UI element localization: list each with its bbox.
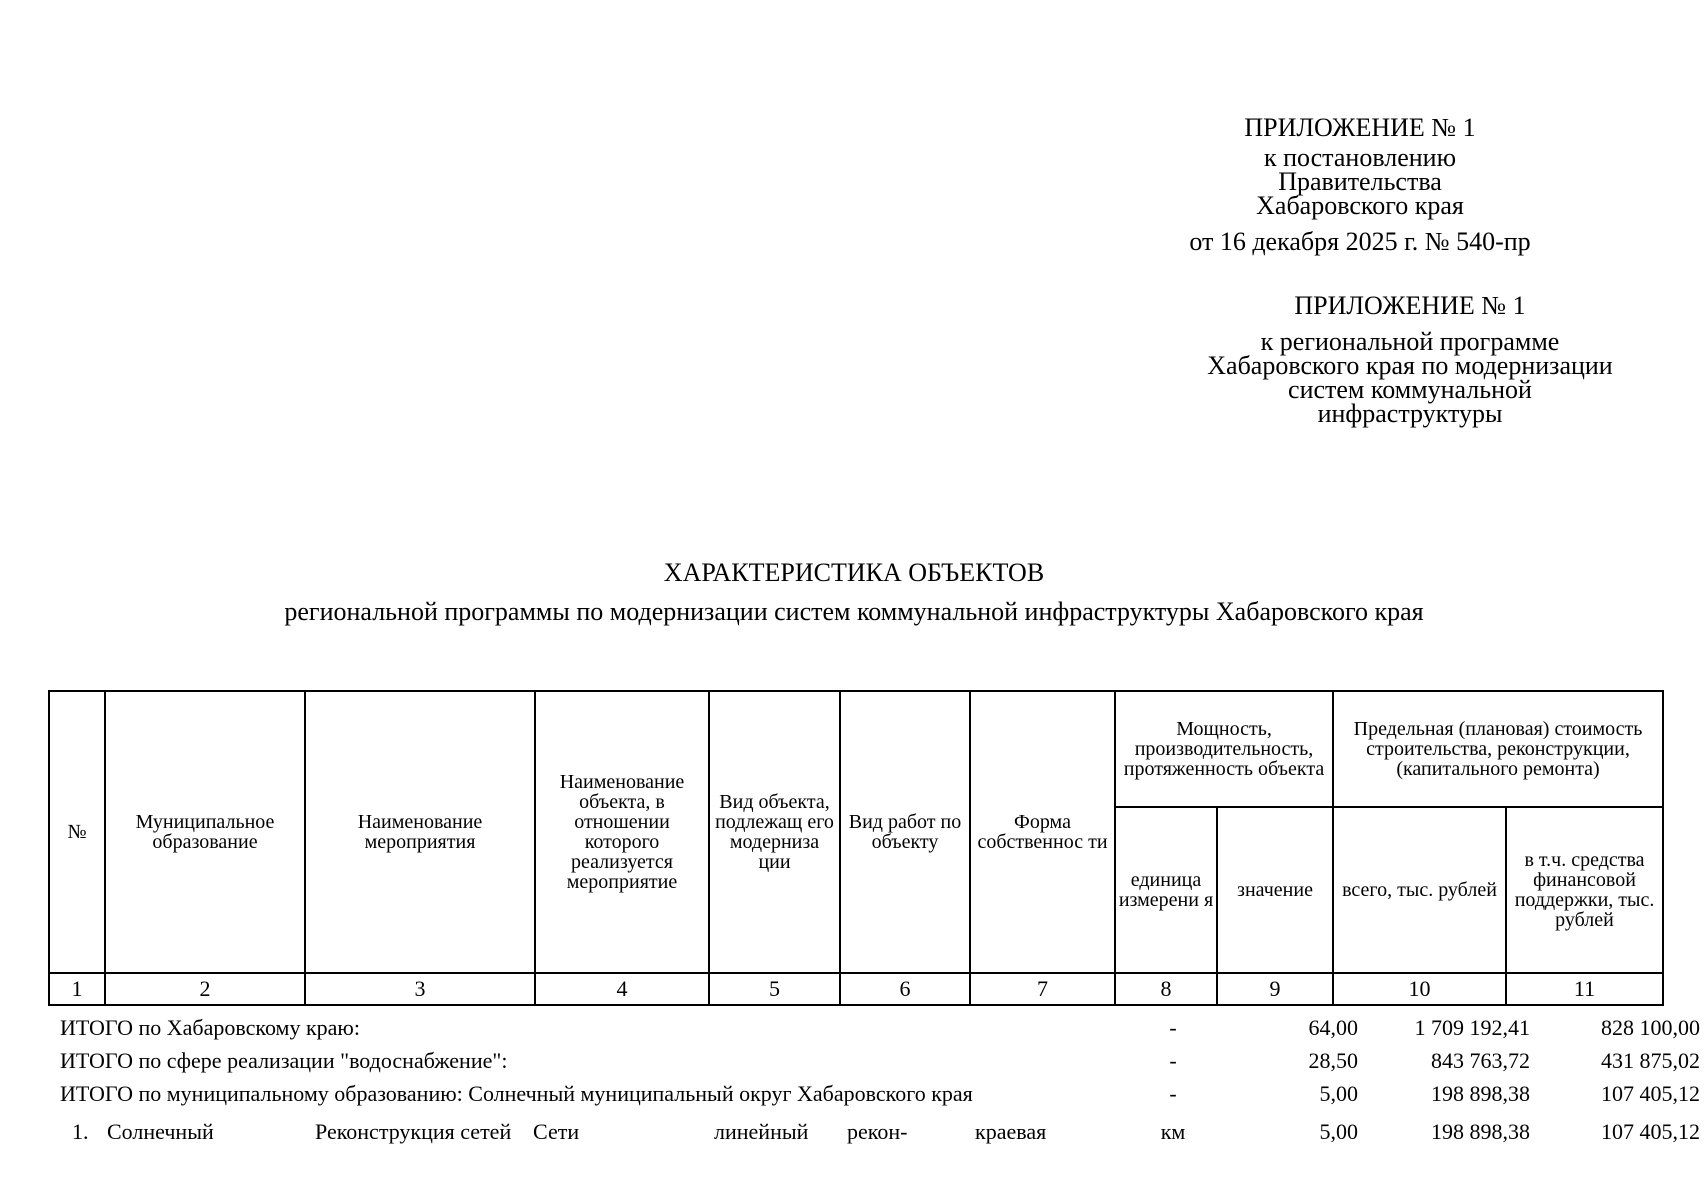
row-municipality: Солнечный <box>107 1119 214 1144</box>
row-support: 107 405,12 <box>1601 1119 1700 1144</box>
summary-label: ИТОГО по муниципальному образованию: Солнечный муниципальный округ Хабаровского края <box>60 1081 973 1106</box>
column-number: 2 <box>105 973 305 1005</box>
summary-total: 198 898,38 <box>1431 1081 1530 1106</box>
appendix-decree-line1: к постановлению <box>1263 143 1457 172</box>
appendix-program-line4: инфраструктуры <box>1317 399 1503 428</box>
row-unit: км <box>1160 1119 1186 1144</box>
summary-unit: - <box>1169 1081 1177 1106</box>
header-event: Наименование мероприятия <box>305 691 535 973</box>
summary-label: ИТОГО по сфере реализации "водоснабжение": <box>60 1048 508 1073</box>
header-municipality: Муниципальное образование <box>105 691 305 973</box>
row-ownership: краевая <box>975 1119 1047 1144</box>
column-number: 11 <box>1506 973 1663 1005</box>
column-number: 6 <box>840 973 970 1005</box>
summary-support: 828 100,00 <box>1601 1015 1700 1040</box>
appendix-decree-line3: Хабаровского края <box>1256 191 1464 220</box>
summary-row-region <box>60 1014 1700 1042</box>
header-capacity-group: Мощность, производительность, протяженность объекта <box>1115 691 1333 807</box>
row-object: Сети <box>533 1119 580 1144</box>
row-event: Реконструкция сетей <box>315 1119 512 1144</box>
appendix-program-line1: к региональной программе <box>1260 327 1560 356</box>
column-number: 7 <box>970 973 1115 1005</box>
column-number-row <box>49 973 1663 1005</box>
column-number: 8 <box>1115 973 1217 1005</box>
summary-label: ИТОГО по Хабаровскому краю: <box>60 1015 360 1040</box>
header-cost-group: Предельная (плановая) стоимость строительства, реконструкции, (капитального ремонта) <box>1333 691 1663 807</box>
appendix-decree-line2: Правительства <box>1278 167 1442 196</box>
summary-value: 64,00 <box>1308 1015 1358 1040</box>
header-support: в т.ч. средства финансовой поддержки, тыс. рублей <box>1506 807 1663 973</box>
appendix-decree-block <box>1189 113 1531 256</box>
column-number: 1 <box>49 973 105 1005</box>
row-work-type: рекон- <box>847 1119 908 1144</box>
summary-unit: - <box>1169 1048 1177 1073</box>
objects-table <box>48 690 1664 1006</box>
header-value: значение <box>1217 807 1333 973</box>
appendix-program-heading: ПРИЛОЖЕНИЕ № 1 <box>1294 291 1526 320</box>
summary-total: 1 709 192,41 <box>1414 1015 1530 1040</box>
table-row <box>60 1118 1700 1146</box>
row-number: 1. <box>72 1119 89 1144</box>
header-ownership: Форма собственнос ти <box>970 691 1115 973</box>
row-total: 198 898,38 <box>1431 1119 1530 1144</box>
summary-row-water <box>60 1047 1700 1075</box>
column-number: 9 <box>1217 973 1333 1005</box>
header-object-type: Вид объекта, подлежащ его модерниза ции <box>709 691 840 973</box>
summary-support: 107 405,12 <box>1601 1081 1700 1106</box>
header-unit: единица измерени я <box>1115 807 1217 973</box>
column-number: 10 <box>1333 973 1506 1005</box>
appendix-decree-date: от 16 декабря 2025 г. № 540-пр <box>1189 227 1531 256</box>
header-total: всего, тыс. рублей <box>1333 807 1506 973</box>
summary-unit: - <box>1169 1015 1177 1040</box>
header-object-name: Наименование объекта, в отношении которого реализуется мероприятие <box>535 691 709 973</box>
summary-total: 843 763,72 <box>1431 1048 1530 1073</box>
header-work-type: Вид работ по объекту <box>840 691 970 973</box>
appendix-program-line3: систем коммунальной <box>1288 375 1532 404</box>
column-number: 3 <box>305 973 535 1005</box>
summary-row-municipality <box>60 1080 1700 1108</box>
row-object-type: линейный <box>714 1119 809 1144</box>
summary-value: 28,50 <box>1308 1048 1358 1073</box>
document-subtitle: региональной программы по модернизации систем коммунальной инфраструктуры Хабаровского края <box>284 597 1424 626</box>
column-number: 5 <box>709 973 840 1005</box>
summary-support: 431 875,02 <box>1601 1048 1700 1073</box>
document-title: ХАРАКТЕРИСТИКА ОБЪЕКТОВ <box>663 558 1045 587</box>
appendix-program-block <box>1170 291 1650 428</box>
summary-value: 5,00 <box>1319 1081 1358 1106</box>
appendix-program-line2: Хабаровского края по модернизации <box>1207 351 1613 380</box>
row-value: 5,00 <box>1319 1119 1358 1144</box>
appendix-decree-heading: ПРИЛОЖЕНИЕ № 1 <box>1244 113 1476 142</box>
header-no: № <box>49 691 105 973</box>
column-number: 4 <box>535 973 709 1005</box>
